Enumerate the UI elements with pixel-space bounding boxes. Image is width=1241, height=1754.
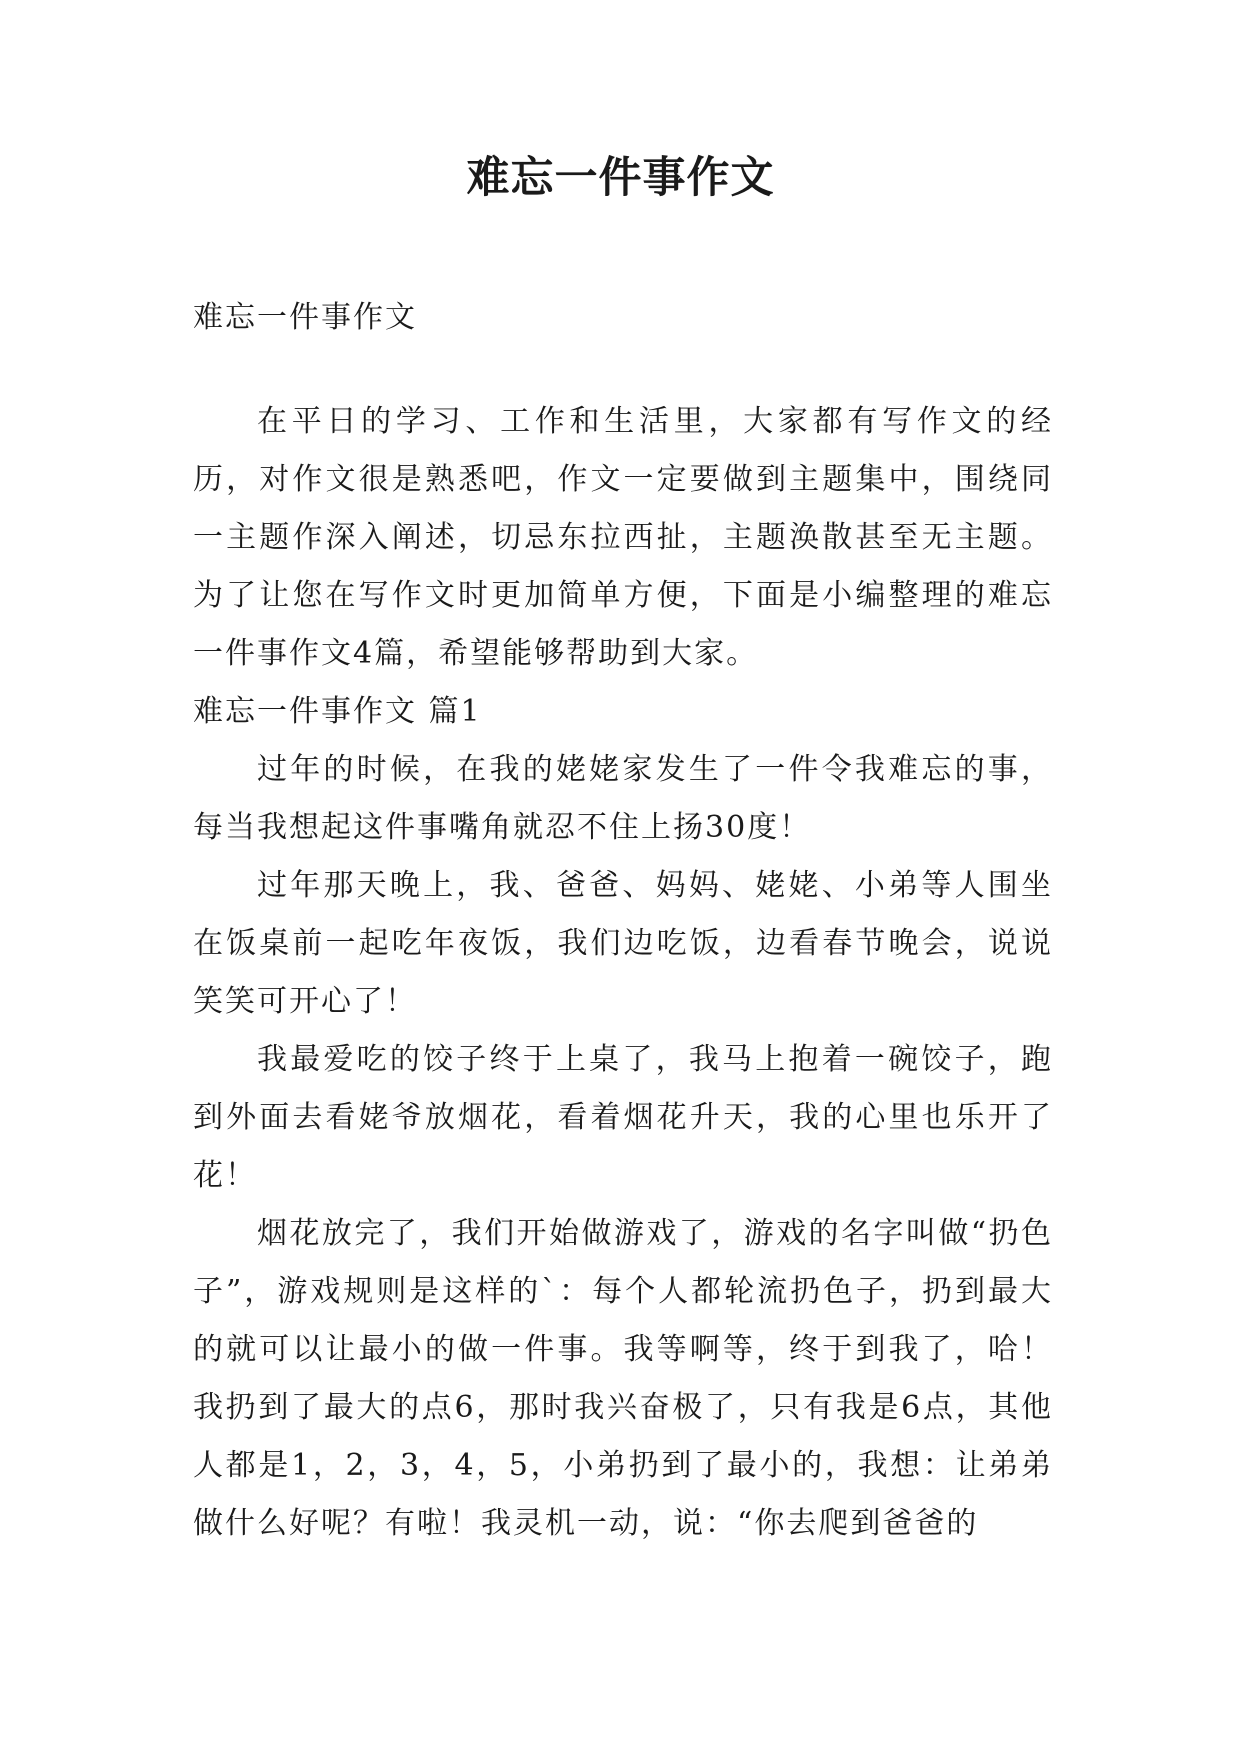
document-title: 难忘一件事作文 <box>466 153 775 203</box>
body-paragraph: 烟花放完了，我们开始做游戏了，游戏的名字叫做“扔色子”，游戏规则是这样的`：每个人都轮流扔色子，扔到最大的就可以让最小的做一件事。我等啊等，终于到我了，哈！我扔到了最大的点6，那时我兴奋极了，只有我是6点，其他人都是1，2，3，4，5，小弟扔到了最小的，我想：让弟弟做什么好呢？有啦！我灵机一动，说：“你去爬到爸爸的 <box>193 1216 1053 1541</box>
body-paragraph: 过年的时候，在我的姥姥家发生了一件令我难忘的事，每当我想起这件事嘴角就忍不住上扬30度！ <box>193 752 1053 845</box>
section-heading: 难忘一件事作文 篇1 <box>193 694 482 729</box>
document-body <box>193 289 1053 1553</box>
body-paragraph: 我最爱吃的饺子终于上桌了，我马上抱着一碗饺子，跑到外面去看姥爷放烟花，看着烟花升天，我的心里也乐开了花！ <box>193 1042 1053 1193</box>
body-paragraph: 过年那天晚上，我、爸爸、妈妈、姥姥、小弟等人围坐在饭桌前一起吃年夜饭，我们边吃饭，边看春节晚会，说说笑笑可开心了！ <box>193 868 1053 1019</box>
document-subtitle: 难忘一件事作文 <box>193 300 417 335</box>
intro-paragraph: 在平日的学习、工作和生活里，大家都有写作文的经历，对作文很是熟悉吧，作文一定要做到主题集中，围绕同一主题作深入阐述，切忌东拉西扯，主题涣散甚至无主题。为了让您在写作文时更加简单方便，下面是小编整理的难忘一件事作文4篇，希望能够帮助到大家。 <box>193 404 1053 671</box>
